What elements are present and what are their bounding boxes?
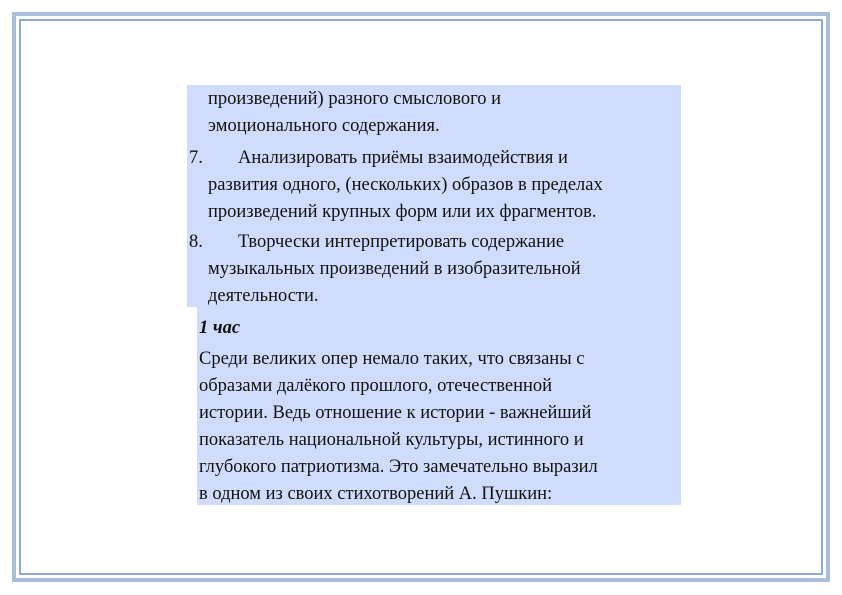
list-item-line: развития одного, (нескольких) образов в пределах	[208, 175, 603, 195]
lesson-paragraph-line: образами далёкого прошлого, отечественной	[199, 376, 553, 396]
list-item-line: Анализировать приёмы взаимодействия и	[238, 148, 568, 168]
list-item-number: 8.	[189, 232, 203, 252]
lesson-paragraph-line: в одном из своих стихотворений А. Пушкин:	[199, 484, 553, 504]
lesson-paragraph-line: показатель национальной культуры, истинного и	[199, 430, 584, 450]
list-item-line: деятельности.	[208, 286, 319, 306]
list-continuation-line: произведений) разного смыслового и	[208, 89, 502, 109]
list-item-number: 7.	[189, 148, 203, 168]
list-item-line: произведений крупных форм или их фрагментов.	[208, 202, 597, 222]
lesson-hour-label: 1 час	[199, 318, 241, 338]
lesson-paragraph-line: Среди великих опер немало таких, что связаны с	[199, 349, 585, 369]
list-continuation-line: эмоционального содержания.	[208, 116, 440, 136]
list-item-line: Творчески интерпретировать содержание	[238, 232, 565, 252]
list-item-line: музыкальных произведений в изобразительной	[208, 259, 581, 279]
lesson-paragraph-line: истории. Ведь отношение к истории - важнейший	[199, 403, 592, 423]
lesson-paragraph-line: глубокого патриотизма. Это замечательно выразил	[199, 457, 598, 477]
